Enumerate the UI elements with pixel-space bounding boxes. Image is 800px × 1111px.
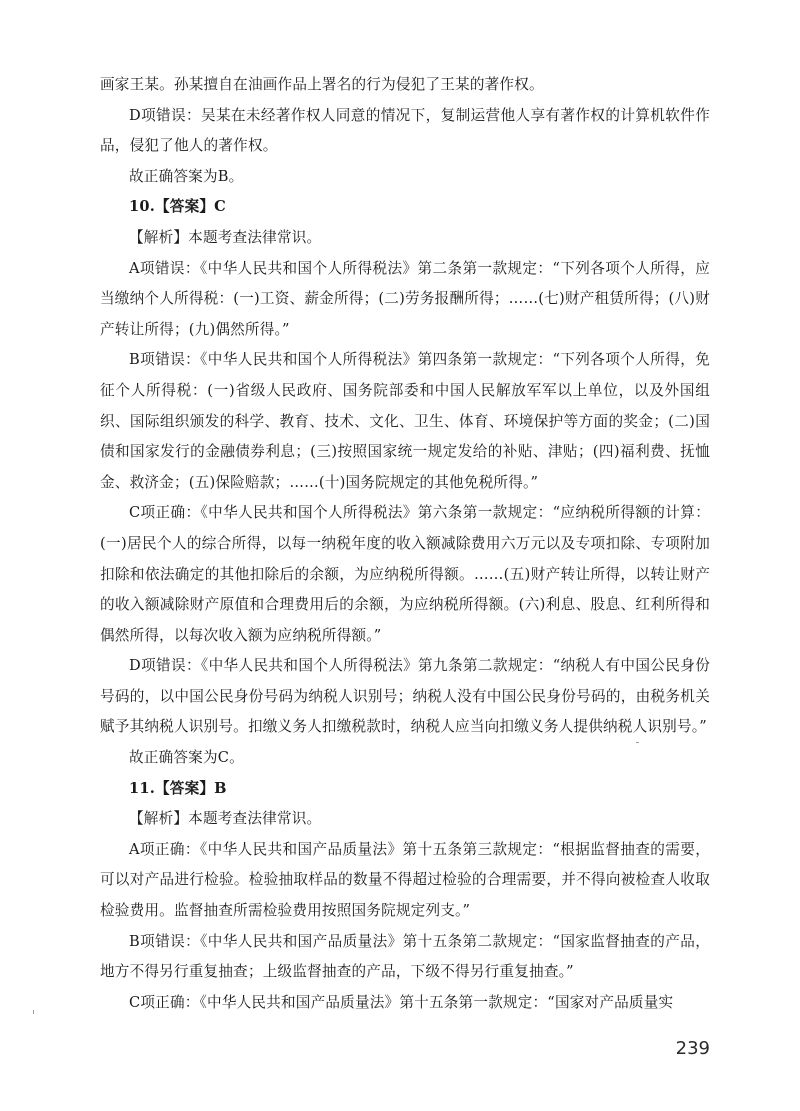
page-number: 239 xyxy=(675,1038,710,1059)
paragraph-option-d-q10: D项错误：《中华人民共和国个人所得税法》第九条第二款规定：“纳税人有中国公民身份号码的，以中国公民身份号码为纳税人识别号；纳税人没有中国公民身份号码的，由税务机关赋予其纳税人识别号。扣缴义务人扣缴税款时，纳税人应当向扣缴义务人提供纳税人识别号。” xyxy=(100,657,710,736)
answer-heading-q11: 11.【答案】B xyxy=(129,779,227,797)
answer-heading-q10: 10.【答案】C xyxy=(129,198,226,216)
paragraph-option-b-q11: B项错误：《中华人民共和国产品质量法》第十五条第二款规定：“国家监督抽查的产品，地方不得另行重复抽查；上级监督抽查的产品，下级不得另行重复抽查。” xyxy=(100,932,710,981)
paragraph-continuation: 画家王某。孙某擅自在油画作品上署名的行为侵犯了王某的著作权。 xyxy=(100,76,544,93)
paragraph-option-d-q9: D项错误：吴某在未经著作权人同意的情况下，复制运营他人享有著作权的计算机软件作品，侵犯了他人的著作权。 xyxy=(100,106,710,155)
paragraph-option-c-q10: C项正确：《中华人民共和国个人所得税法》第六条第一款规定：“应纳税所得额的计算：(一)居民个人的综合所得，以每一纳税年度的收入额减除费用六万元以及专项扣除、专项附加扣除和依法确定的其他扣除后的余额，为应纳税所得额。……(五)财产转让所得，以转让财产的收入额减除财产原值和合理费用后的余额，为应纳税所得额。(六)利息、股息、红利所得和偶然所得，以每次收入额为应纳税所得额。” xyxy=(100,504,710,644)
scan-speck xyxy=(636,742,639,743)
paragraph-option-c-q11: C项正确：《中华人民共和国产品质量法》第十五条第一款规定：“国家对产品质量实 xyxy=(129,993,674,1011)
paragraph-conclusion-q10: 故正确答案为C。 xyxy=(129,749,244,767)
paragraph-conclusion-q9: 故正确答案为B。 xyxy=(129,167,244,185)
page-body xyxy=(100,70,710,1018)
paragraph-option-b-q10: B项错误：《中华人民共和国个人所得税法》第四条第一款规定：“下列各项个人所得，免征个人所得税：(一)省级人民政府、国务院部委和中国人民解放军军以上单位，以及外国组织、国际组织颁发的科学、教育、技术、文化、卫生、体育、环境保护等方面的奖金；(二)国债和国家发行的金融债券利息；(三)按照国家统一规定发给的补贴、津贴；(四)福利费、抚恤金、救济金；(五)保险赔款；……(十)国务院规定的其他免税所得。” xyxy=(100,351,710,491)
analysis-intro-q11: 【解析】本题考查法律常识。 xyxy=(129,810,322,828)
analysis-intro-q10: 【解析】本题考查法律常识。 xyxy=(129,228,322,246)
paragraph-option-a-q11: A项正确：《中华人民共和国产品质量法》第十五条第三款规定：“根据监督抽查的需要，可以对产品进行检验。检验抽取样品的数量不得超过检验的合理需要，并不得向被检查人收取检验费用。监督抽查所需检验费用按照国务院规定列支。” xyxy=(100,840,710,920)
scan-speck xyxy=(33,1010,34,1014)
paragraph-option-a-q10: A项错误：《中华人民共和国个人所得税法》第二条第一款规定：“下列各项个人所得，应当缴纳个人所得税：(一)工资、薪金所得；(二)劳务报酬所得；……(七)财产租赁所得；(八)财产转让所得；(九)偶然所得。” xyxy=(100,259,710,338)
